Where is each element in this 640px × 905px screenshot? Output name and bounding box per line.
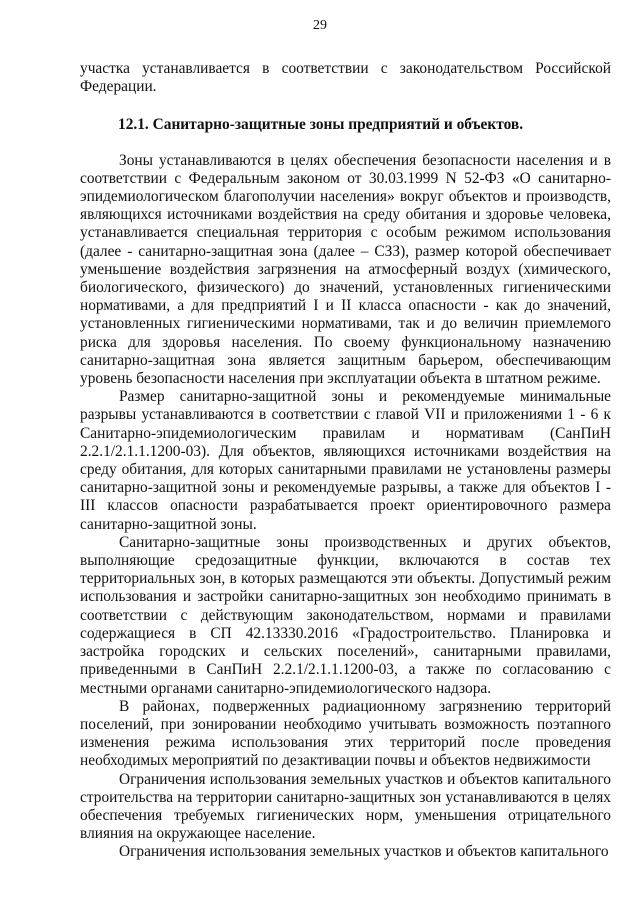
paragraph-restrictions-continued: Ограничения использования земельных участков и объектов капитального <box>119 843 609 861</box>
section-heading: 12.1. Санитарно-защитные зоны предприятий и объектов. <box>118 116 524 134</box>
paragraph-restrictions: Ограничения использования земельных участков и объектов капитального строительства на территории санитарно-защитных зон устанавливаются в целях обеспечения требуемых гигиенических норм, уменьшения отрицательного влияния на окружающее население. <box>80 770 611 843</box>
page-number: 29 <box>313 18 327 33</box>
paragraph-zone-usage: Санитарно-защитные зоны производственных и других объектов, выполняющие средозащитные функции, включаются в состав тех территориальных зон, в которых размещаются эти объекты. Допустимый режим использования и застройки санитарно-защитных зон необходимо принимать в соответствии с действующим законодательством, нормами и правилами содержащиеся в СП 42.13330.2016 «Градостроительство. Планировка и застройка городских и сельских поселений», санитарными правилами, приведенными в СанПиН 2.2.1/2.1.1.1200-03, а также по согласованию с местными органами санитарно-эпидемиологического надзора. <box>80 533 611 697</box>
paragraph-zones-purpose: Зоны устанавливаются в целях обеспечения безопасности населения и в соответствии с Федеральным законом от 30.03.1999 N 52-ФЗ «О санитарно-эпидемиологическом благополучии населения» вокруг объектов и производств, являющихся источниками воздействия на среду обитания и здоровье человека, устанавливается специальная территория с особым режимом использования (далее - санитарно-защитная зона (далее – СЗЗ), размер которой обеспечивает уменьшение воздействия загрязнения на атмосферный воздух (химического, биологического, физического) до значений, установленных гигиеническими нормативами, а для предприятий I и II класса опасности - как до значений, установленных гигиеническими нормативами, так и до величин приемлемого риска для здоровья населения. По своему функциональному назначению санитарно-защитная зона является защитным барьером, обеспечивающим уровень безопасности населения при эксплуатации объекта в штатном режиме. <box>80 151 611 388</box>
paragraph-radiation: В районах, подверженных радиационному загрязнению территорий поселений, при зонировании необходимо учитывать возможность поэтапного изменения режима использования этих территорий после проведения необходимых мероприятий по дезактивации почвы и объектов недвижимости <box>80 697 611 770</box>
page-body <box>80 60 611 862</box>
paragraph-zone-size: Размер санитарно-защитной зоны и рекомендуемые минимальные разрывы устанавливаются в соответствии с главой VII и приложениями 1 - 6 к Санитарно-эпидемиологическим правилам и нормативам (СанПиН 2.2.1/2.1.1.1200-03). Для объектов, являющихся источниками воздействия на среду обитания, для которых санитарными правилами не установлены размеры санитарно-защитной зоны и рекомендуемые разрывы, а также для объектов I - III классов опасности разрабатывается проект ориентировочного размера санитарно-защитной зоны. <box>80 388 611 533</box>
paragraph-continuation: участка устанавливается в соответствии с законодательством Российской Федерации. <box>80 60 611 96</box>
